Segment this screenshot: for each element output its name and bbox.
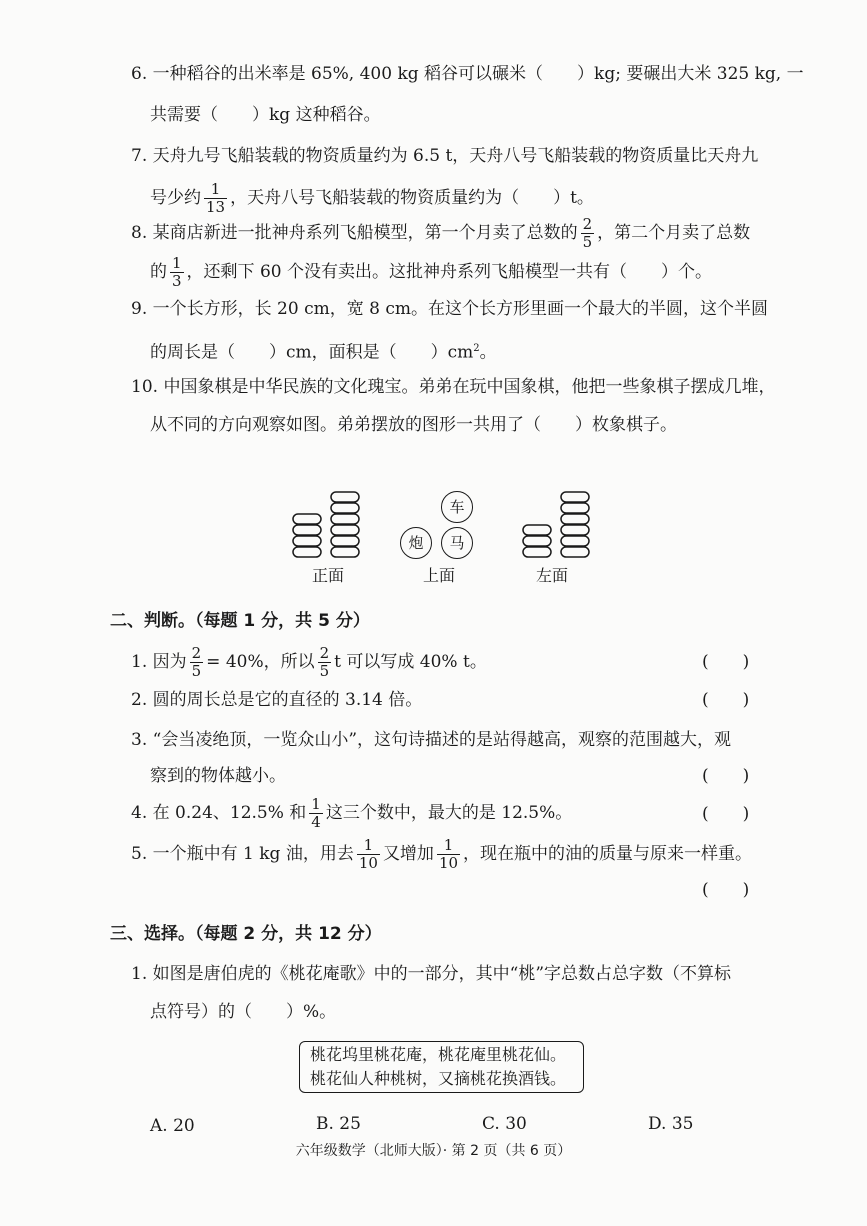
s2-q1-fraction-2 xyxy=(318,645,332,680)
front-stack-1-piece-3 xyxy=(293,525,321,535)
front-stack-2-piece-5 xyxy=(331,503,359,513)
s2-q1-text-a: 1. 因为 xyxy=(131,652,187,672)
front-stack-1-piece-2 xyxy=(293,536,321,546)
s2-q5-fraction-1 xyxy=(357,837,380,872)
option-d[interactable]: D. 35 xyxy=(648,1114,694,1134)
poem-box xyxy=(299,1041,584,1093)
q7-text-b: ，天舟八号飞船装载的物资质量约为（ ）t。 xyxy=(230,188,594,208)
front-stack-2-piece-3 xyxy=(331,525,359,535)
left-stack-2-piece-1 xyxy=(561,547,589,557)
q10-line1: 10. 中国象棋是中华民族的文化瑰宝。弟弟在玩中国象棋，他把一些象棋子摆成几堆， xyxy=(131,377,776,397)
s2-q1 xyxy=(131,640,487,684)
s2-q5-f2-num: 1 xyxy=(437,837,460,855)
q8-frac1-num: 2 xyxy=(582,215,593,233)
q8-frac1-den: 5 xyxy=(582,233,593,251)
s2-q3-line1: 3. “会当凌绝顶，一览众山小”，这句诗描述的是站得越高，观察的范围越大，观 xyxy=(131,730,732,750)
s2-q2-answer-paren[interactable]: ( ) xyxy=(702,690,750,710)
q6-line1: 6. 一种稻谷的出米率是 65%, 400 kg 稻谷可以碾米（ ）kg; 要碾出大米 325 kg, 一 xyxy=(131,64,804,84)
s3-q1-line1: 1. 如图是唐伯虎的《桃花庵歌》中的一部分，其中“桃”字总数占总字数（不算标 xyxy=(131,964,732,984)
left-stack-2-piece-4 xyxy=(561,514,589,524)
s2-q1-f1-den: 5 xyxy=(191,662,202,680)
option-c[interactable]: C. 30 xyxy=(482,1114,527,1134)
q8-frac2-den: 3 xyxy=(172,272,182,290)
s2-q5-text-a: 5. 一个瓶中有 1 kg 油，用去 xyxy=(131,844,354,864)
s2-q1-text-b: = 40%，所以 xyxy=(206,652,315,672)
s2-q1-f2-den: 5 xyxy=(319,662,330,680)
s2-q5-text-b: 又增加 xyxy=(382,844,434,864)
s2-q4-f-num: 1 xyxy=(311,795,321,813)
front-stack-2-piece-2 xyxy=(331,536,359,546)
front-stack-2-piece-4 xyxy=(331,514,359,524)
chess-stack-figure xyxy=(0,0,867,600)
q7-frac-den: 13 xyxy=(206,198,226,216)
q9-superscript: 2 xyxy=(473,343,480,354)
left-stack-2-piece-6 xyxy=(561,492,589,502)
s2-q5-f1-num: 1 xyxy=(357,837,380,855)
left-stack-1-piece-3 xyxy=(523,525,551,535)
s2-q3-line2: 察到的物体越小。 xyxy=(150,766,286,786)
s2-q2: 2. 圆的周长总是它的直径的 3.14 倍。 xyxy=(131,690,423,710)
s2-q5-f1-den: 10 xyxy=(358,854,378,872)
section2-heading: 二、判断。（每题 1 分，共 5 分） xyxy=(110,611,370,631)
left-stack-1-piece-1 xyxy=(523,547,551,557)
s2-q4-f-den: 4 xyxy=(311,813,321,831)
left-view-stacks xyxy=(523,492,589,557)
q7-text-a: 号少约 xyxy=(150,188,201,208)
s2-q1-f1-num: 2 xyxy=(191,644,202,662)
left-stack-2-piece-5 xyxy=(561,503,589,513)
s2-q3-answer-paren[interactable]: ( ) xyxy=(702,766,750,786)
q8-text-d: ，还剩下 60 个没有卖出。这批神舟系列飞船模型一共有（ ）个。 xyxy=(186,262,712,282)
front-stack-1-piece-1 xyxy=(293,547,321,557)
s2-q4-fraction xyxy=(309,796,323,831)
front-view-label: 正面 xyxy=(312,566,345,585)
s2-q4-answer-paren[interactable]: ( ) xyxy=(702,804,750,824)
q9-text-a: 的周长是（ ）cm，面积是（ ）cm xyxy=(150,342,474,363)
s2-q5-f2-den: 10 xyxy=(438,854,459,872)
q8-text-a: 8. 某商店新进一批神舟系列飞船模型，第一个月卖了总数的 xyxy=(131,223,578,243)
s2-q1-fraction-1 xyxy=(190,645,204,680)
poem-line-1: 桃花坞里桃花庵，桃花庵里桃花仙。 xyxy=(310,1045,567,1064)
s2-q5-answer-paren[interactable]: ( ) xyxy=(702,880,750,900)
page-footer: 六年级数学（北师大版）· 第 2 页（共 6 页） xyxy=(295,1143,572,1159)
q6-line2: 共需要（ ）kg 这种稻谷。 xyxy=(150,105,381,125)
s2-q4-text-b: 这三个数中，最大的是 12.5%。 xyxy=(325,803,573,823)
s3-q1-line2: 点符号）的（ ）%。 xyxy=(150,1002,337,1022)
front-stack-1-piece-4 xyxy=(293,514,321,524)
q7-frac-num: 1 xyxy=(204,181,227,199)
s2-q1-answer-paren[interactable]: ( ) xyxy=(702,652,750,672)
q8-text-b: ，第二个月卖了总数 xyxy=(597,223,751,243)
q9-line1: 9. 一个长方形，长 20 cm，宽 8 cm。在这个长方形里画一个最大的半圆，这个半圆 xyxy=(131,299,768,319)
left-stack-1-piece-2 xyxy=(523,536,551,546)
chess-piece-che: 车 xyxy=(441,491,473,523)
chess-piece-ma: 马 xyxy=(441,527,473,559)
front-view-stacks xyxy=(293,492,359,557)
left-stack-2-piece-3 xyxy=(561,525,589,535)
s2-q4 xyxy=(131,791,572,835)
front-stack-2-piece-1 xyxy=(331,547,359,557)
q10-line2: 从不同的方向观察如图。弟弟摆放的图形一共用了（ ）枚象棋子。 xyxy=(150,415,677,435)
section3-heading: 三、选择。（每题 2 分，共 12 分） xyxy=(110,924,382,944)
left-view-label: 左面 xyxy=(536,566,569,585)
s2-q5-fraction-2 xyxy=(437,837,460,872)
s2-q1-text-c: t 可以写成 40% t。 xyxy=(334,652,487,672)
s2-q1-f2-num: 2 xyxy=(319,644,330,662)
option-a[interactable]: A. 20 xyxy=(150,1116,195,1136)
s2-q5-text-c: ，现在瓶中的油的质量与原来一样重。 xyxy=(463,844,753,864)
top-view-label: 上面 xyxy=(423,566,456,585)
q8-frac2-num: 1 xyxy=(172,254,182,272)
q7-line1: 7. 天舟九号飞船装载的物资质量约为 6.5 t，天舟八号飞船装载的物资质量比天舟九 xyxy=(131,146,759,166)
s2-q4-text-a: 4. 在 0.24、12.5% 和 xyxy=(131,803,307,823)
q8-text-c: 的 xyxy=(150,262,167,282)
option-b[interactable]: B. 25 xyxy=(316,1114,361,1134)
left-stack-2-piece-2 xyxy=(561,536,589,546)
front-stack-2-piece-6 xyxy=(331,492,359,502)
s2-q5 xyxy=(131,832,752,876)
chess-piece-pao: 炮 xyxy=(400,527,432,559)
q9-text-b: 。 xyxy=(479,342,497,363)
poem-line-2: 桃花仙人种桃树，又摘桃花换酒钱。 xyxy=(310,1069,567,1088)
